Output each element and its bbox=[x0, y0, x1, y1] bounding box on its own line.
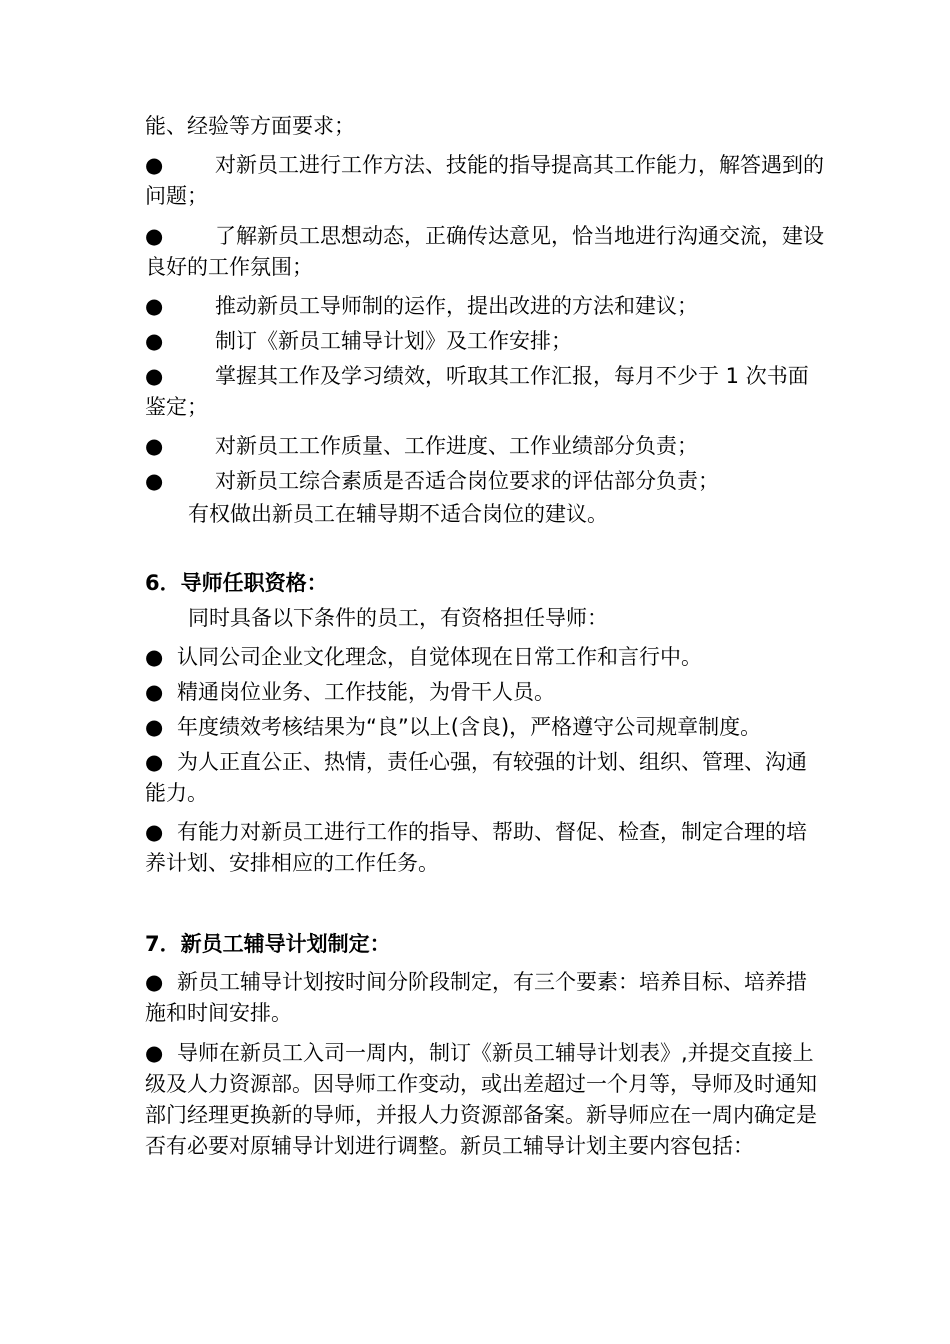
list-item-text: 有能力对新员工进行工作的指导、帮助、督促、检查，制定合理的培养计划、安排相应的工作任务。 bbox=[145, 820, 807, 875]
bullet-icon: ● bbox=[145, 153, 164, 177]
bullet-icon: ● bbox=[145, 680, 164, 704]
duties-note: 有权做出新员工在辅导期不适合岗位的建议。 bbox=[188, 502, 608, 526]
section-heading: 6．导师任职资格： bbox=[145, 571, 328, 595]
list-item bbox=[145, 221, 825, 283]
continuation-text: 能、经验等方面要求； bbox=[145, 114, 355, 138]
list-item bbox=[145, 712, 825, 743]
bullet-icon: ● bbox=[145, 970, 164, 994]
list-item bbox=[145, 747, 825, 809]
bullet-icon: ● bbox=[145, 364, 164, 388]
list-item-text: 导师在新员工入司一周内，制订《新员工辅导计划表》,并提交直接上级及人力资源部。因导师工作变动，或出差超过一个月等，导师及时通知部门经理更换新的导师，并报人力资源部备案。新导师应在一周内确定是否有必要对原辅导计划进行调整。新员工辅导计划主要内容包括： bbox=[145, 1041, 817, 1158]
list-item-text: 掌握其工作及学习绩效，听取其工作汇报，每月不少于 1 次书面鉴定； bbox=[145, 364, 809, 419]
list-item bbox=[145, 150, 825, 212]
bullet-icon: ● bbox=[145, 750, 164, 774]
list-item bbox=[145, 817, 825, 879]
bullet-icon: ● bbox=[145, 224, 164, 248]
bullet-icon: ● bbox=[145, 294, 164, 318]
list-item bbox=[145, 677, 825, 708]
list-item bbox=[145, 291, 825, 322]
bullet-icon: ● bbox=[145, 329, 164, 353]
bullet-icon: ● bbox=[145, 434, 164, 458]
list-item-text: 对新员工进行工作方法、技能的指导提高其工作能力，解答遇到的问题； bbox=[145, 153, 824, 208]
list-item-text: 推动新员工导师制的运作，提出改进的方法和建议； bbox=[215, 294, 698, 318]
list-item bbox=[145, 361, 825, 423]
list-item bbox=[145, 967, 825, 1029]
bullet-icon: ● bbox=[145, 820, 164, 844]
list-item bbox=[145, 1038, 825, 1162]
list-item-text: 年度绩效考核结果为“良”以上(含良)，严格遵守公司规章制度。 bbox=[177, 715, 762, 739]
list-item-text: 制订《新员工辅导计划》及工作安排； bbox=[215, 329, 572, 353]
list-item-text: 了解新员工思想动态，正确传达意见，恰当地进行沟通交流，建设良好的工作氛围； bbox=[145, 224, 824, 279]
list-item-text: 为人正直公正、热情，责任心强，有较强的计划、组织、管理、沟通能力。 bbox=[145, 750, 807, 805]
list-item-text: 对新员工工作质量、工作进度、工作业绩部分负责； bbox=[215, 434, 698, 458]
list-item-text: 对新员工综合素质是否适合岗位要求的评估部分负责； bbox=[215, 469, 719, 493]
list-item-text: 精通岗位业务、工作技能，为骨干人员。 bbox=[177, 680, 555, 704]
section-intro: 同时具备以下条件的员工，有资格担任导师： bbox=[188, 606, 608, 630]
list-item-text: 新员工辅导计划按时间分阶段制定，有三个要素：培养目标、培养措施和时间安排。 bbox=[145, 970, 807, 1025]
bullet-icon: ● bbox=[145, 715, 164, 739]
list-item-text: 认同公司企业文化理念，自觉体现在日常工作和言行中。 bbox=[177, 645, 702, 669]
list-item bbox=[145, 466, 825, 497]
section-heading: 7．新员工辅导计划制定： bbox=[145, 932, 391, 956]
list-item bbox=[145, 326, 825, 357]
bullet-icon: ● bbox=[145, 469, 164, 493]
list-item bbox=[145, 642, 825, 673]
bullet-icon: ● bbox=[145, 1041, 164, 1065]
list-item bbox=[145, 431, 825, 462]
bullet-icon: ● bbox=[145, 645, 164, 669]
